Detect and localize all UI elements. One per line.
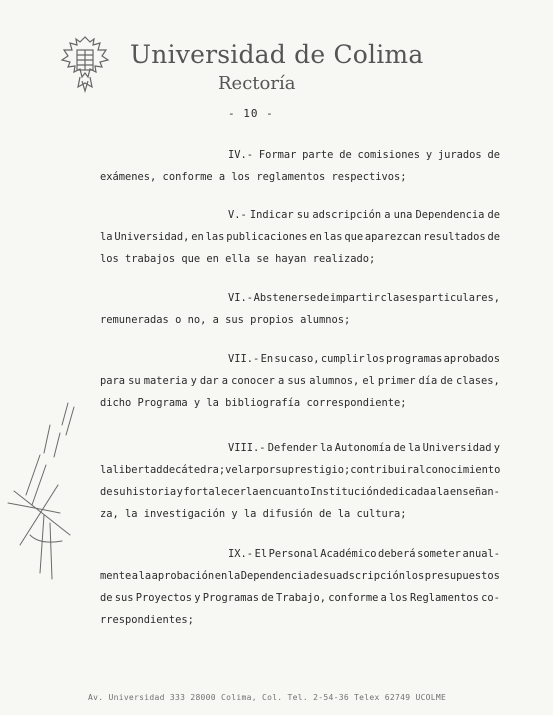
text-line: VI.- Abstenerse de impartir clases particulares, <box>228 292 500 304</box>
university-crest-icon <box>58 33 112 95</box>
paragraph-v <box>100 204 500 270</box>
text-line: la Universidad, en las publicaciones en las que aparezcan resultados de <box>100 231 500 243</box>
paragraph-ix <box>100 543 500 631</box>
paragraph-vi <box>100 287 500 331</box>
footer-address: Av. Universidad 333 28000 Colima, Col. Tel. 2-54-36 Telex 62749 UCOLME <box>88 693 447 702</box>
text-line: VII.- En su caso, cumplir los programas aprobados <box>228 353 500 365</box>
text-line: IV.- Formar parte de comisiones y jurados de <box>228 149 500 161</box>
text-line: V.- Indicar su adscripción a una Dependencia de <box>228 209 500 221</box>
paragraph-viii <box>100 437 500 525</box>
paragraph-vii <box>100 348 500 414</box>
text-line: rrespondientes; <box>100 614 194 626</box>
text-line: remuneradas o no, a sus propios alumnos; <box>100 314 351 326</box>
text-line: de su historia y fortalecerla en cuanto Institución dedicada a la enseñan- <box>100 486 500 498</box>
paragraph-iv <box>100 144 500 188</box>
text-line: dicho Programa y la bibliografía correspondiente; <box>100 397 407 409</box>
text-line: para su materia y dar a conocer a sus alumnos, el primer día de clases, <box>100 375 500 387</box>
office-name: Rectoría <box>218 73 296 94</box>
institution-name: Universidad de Colima <box>130 40 424 69</box>
text-line: la libertad de cátedra; velar por su prestigio; contribuir al conocimiento <box>100 464 501 476</box>
text-line: los trabajos que en ella se hayan realizado; <box>100 253 376 265</box>
text-line: exámenes, conforme a los reglamentos respectivos; <box>100 171 407 183</box>
text-line: IX.- El Personal Académico deberá someter anual- <box>228 548 500 560</box>
page-number: - 10 - <box>228 107 274 120</box>
handwritten-signature-icon <box>0 395 95 595</box>
text-line: mente a la aprobación en la Dependencia de su adscripción los presupuestos <box>100 570 500 582</box>
text-line: de sus Proyectos y Programas de Trabajo, conforme a los Reglamentos co- <box>100 592 500 604</box>
text-line: VIII.- Defender la Autonomía de la Universidad y <box>228 442 500 454</box>
text-line: za, la investigación y la difusión de la cultura; <box>100 508 407 520</box>
